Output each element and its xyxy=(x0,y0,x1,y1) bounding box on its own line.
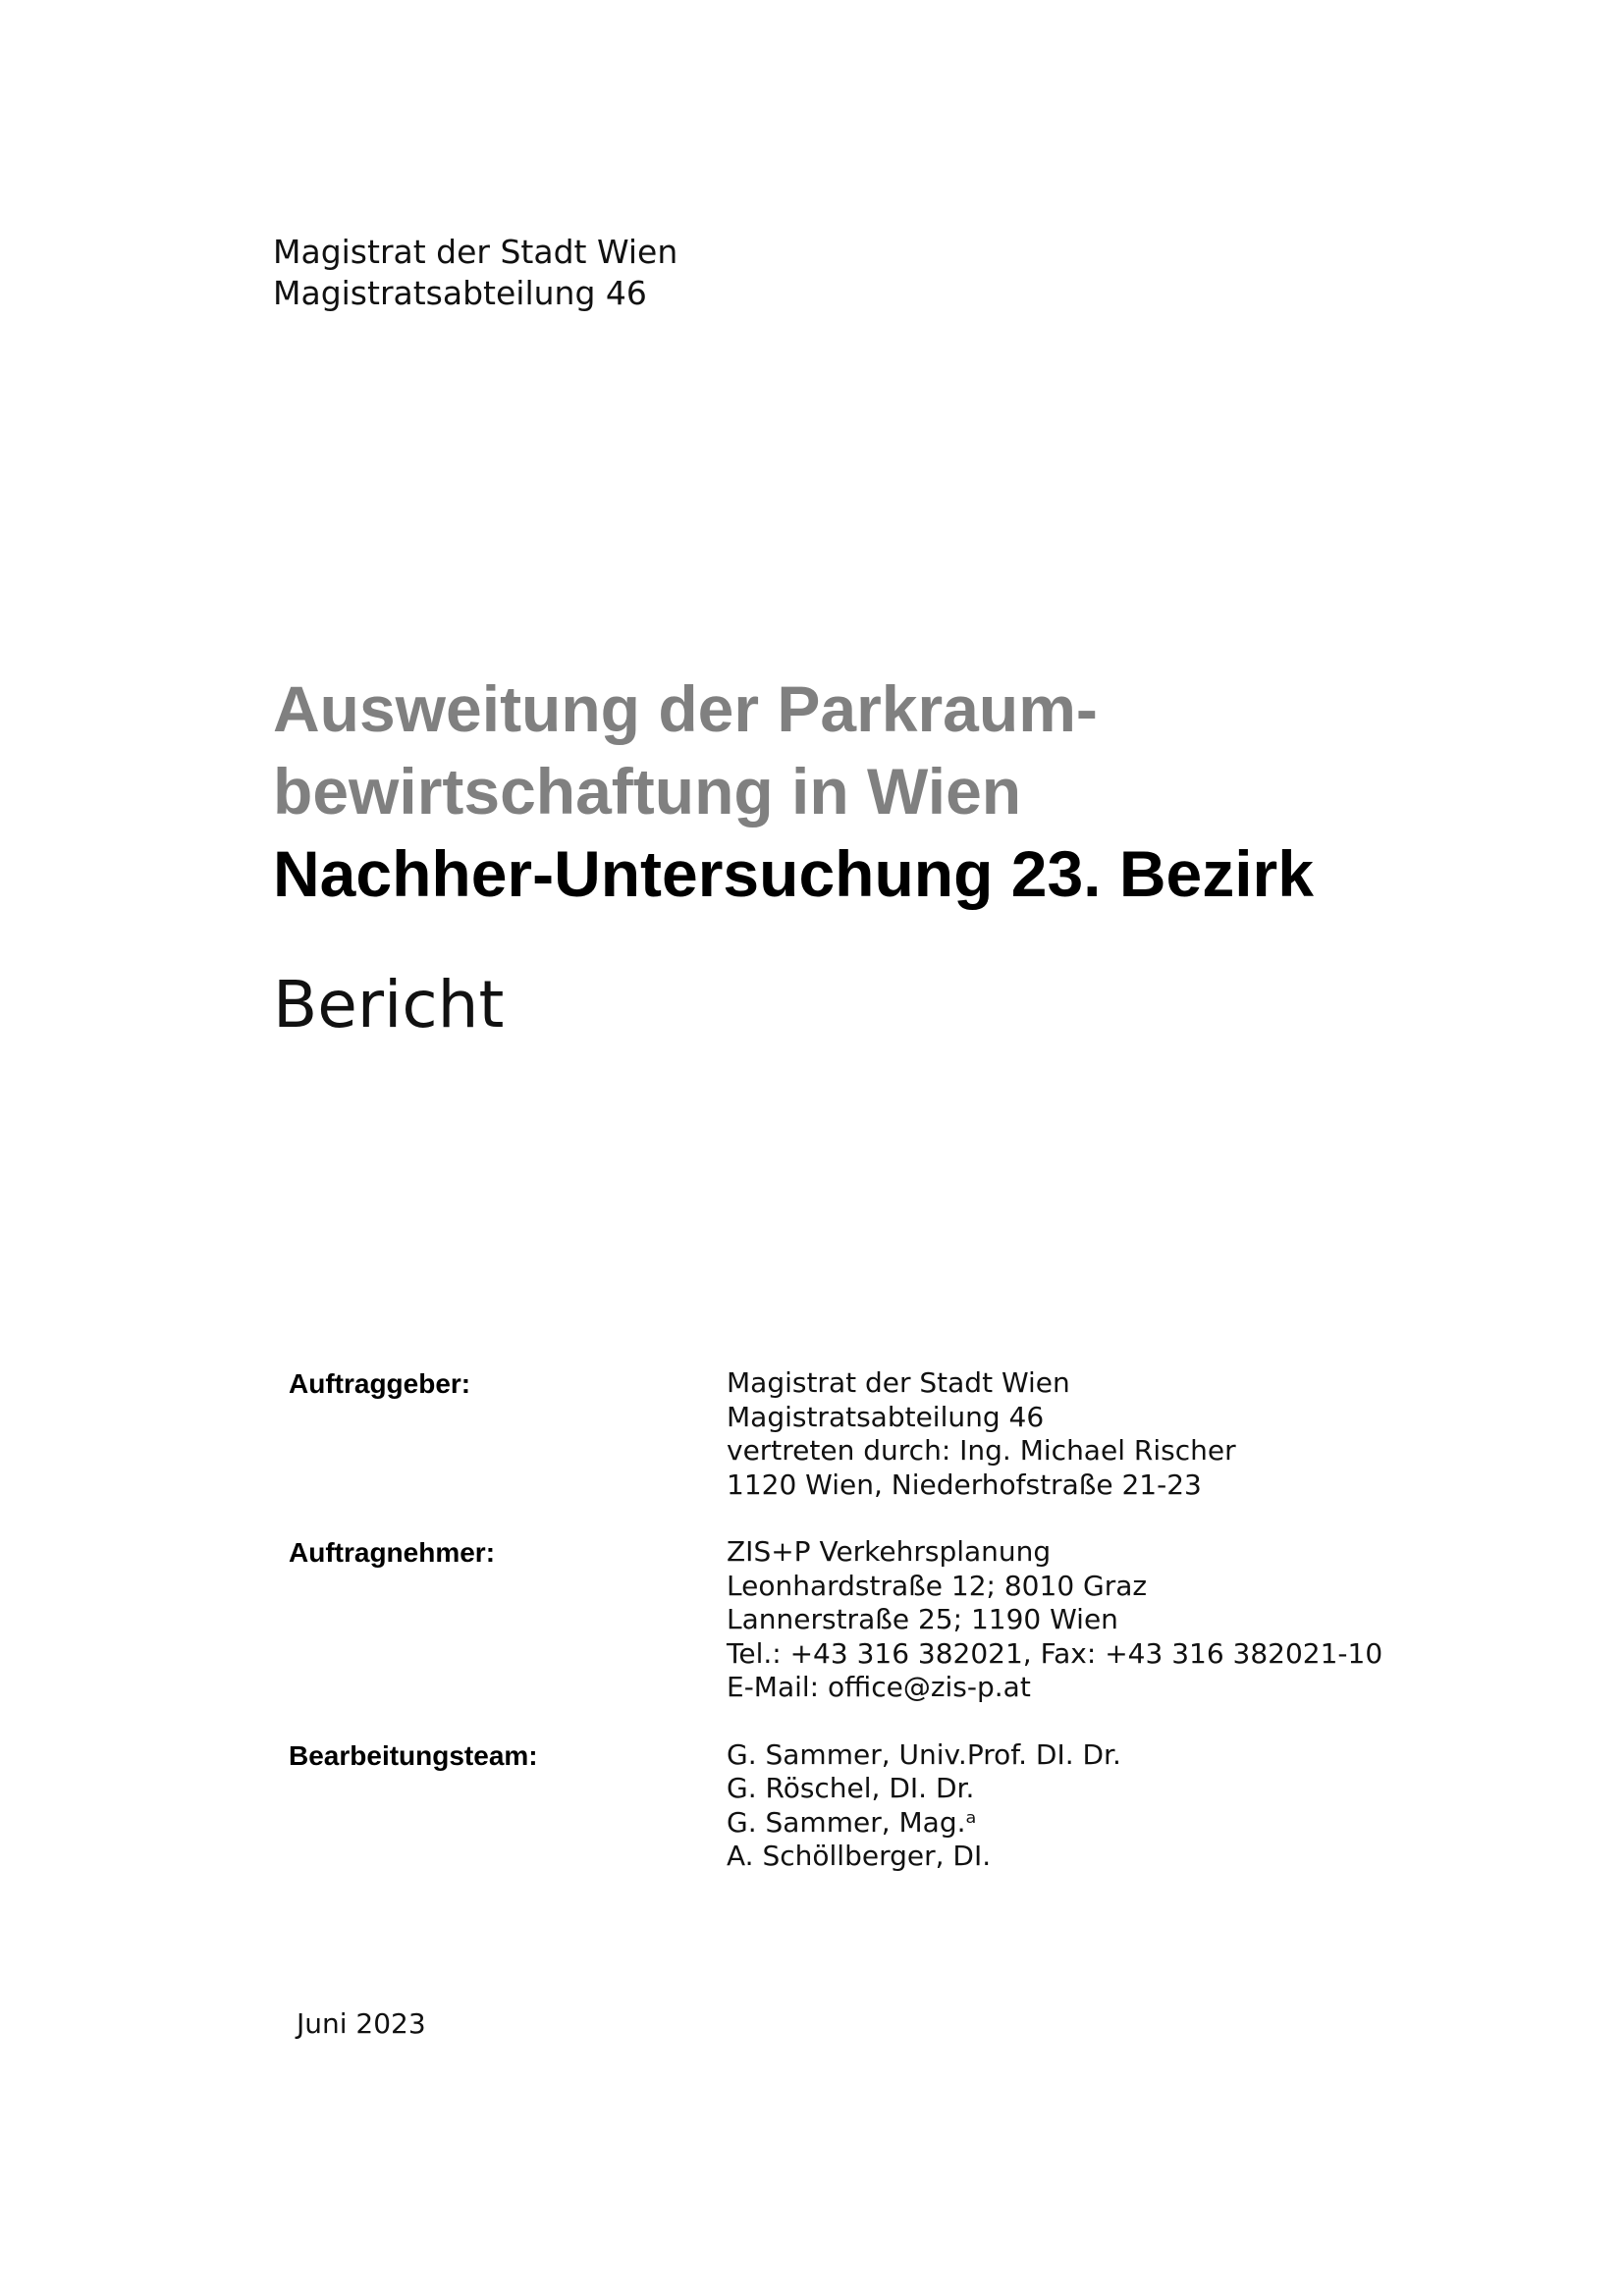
department-name: Magistratsabteilung 46 xyxy=(273,274,647,312)
contractor-row xyxy=(289,1535,1383,1705)
report-type: Bericht xyxy=(273,967,505,1042)
team-member: G. Sammer, Mag.ᵃ xyxy=(727,1805,977,1839)
client-line: vertreten durch: Ing. Michael Rischer xyxy=(727,1434,1236,1467)
team-row xyxy=(289,1738,1369,1874)
client-details xyxy=(727,1366,1236,1502)
contractor-label: Auftragnehmer: xyxy=(289,1537,496,1568)
team-member: G. Sammer, Univ.Prof. DI. Dr. xyxy=(727,1737,1121,1771)
client-row xyxy=(289,1366,1369,1502)
contractor-line: Tel.: +43 316 382021, Fax: +43 316 382021-10 xyxy=(727,1636,1383,1670)
project-info-table xyxy=(289,1366,1383,1907)
team-members xyxy=(727,1738,1121,1874)
title-line-2: bewirtschaftung in Wien xyxy=(273,755,1022,828)
organization-name: Magistrat der Stadt Wien xyxy=(273,233,678,271)
contractor-details xyxy=(727,1535,1382,1705)
contractor-line: ZIS+P Verkehrsplanung xyxy=(727,1535,1052,1568)
document-title xyxy=(273,667,1314,915)
organization-header xyxy=(273,232,677,314)
team-label: Bearbeitungsteam: xyxy=(289,1739,538,1771)
title-line-3: Nachher-Untersuchung 23. Bezirk xyxy=(273,837,1314,910)
client-line: Magistratsabteilung 46 xyxy=(727,1400,1045,1433)
contractor-line: Leonhardstraße 12; 8010 Graz xyxy=(727,1569,1148,1602)
client-label: Auftraggeber: xyxy=(289,1368,471,1399)
publication-date: Juni 2023 xyxy=(297,2007,426,2040)
client-line: Magistrat der Stadt Wien xyxy=(727,1366,1070,1399)
title-line-1: Ausweitung der Parkraum- xyxy=(273,672,1098,745)
client-line: 1120 Wien, Niederhofstraße 21-23 xyxy=(727,1468,1202,1501)
contractor-line: E-Mail: office@zis-p.at xyxy=(727,1671,1031,1703)
team-member: A. Schöllberger, DI. xyxy=(727,1840,992,1872)
team-member: G. Röschel, DI. Dr. xyxy=(727,1772,975,1804)
contractor-line: Lannerstraße 25; 1190 Wien xyxy=(727,1603,1118,1635)
